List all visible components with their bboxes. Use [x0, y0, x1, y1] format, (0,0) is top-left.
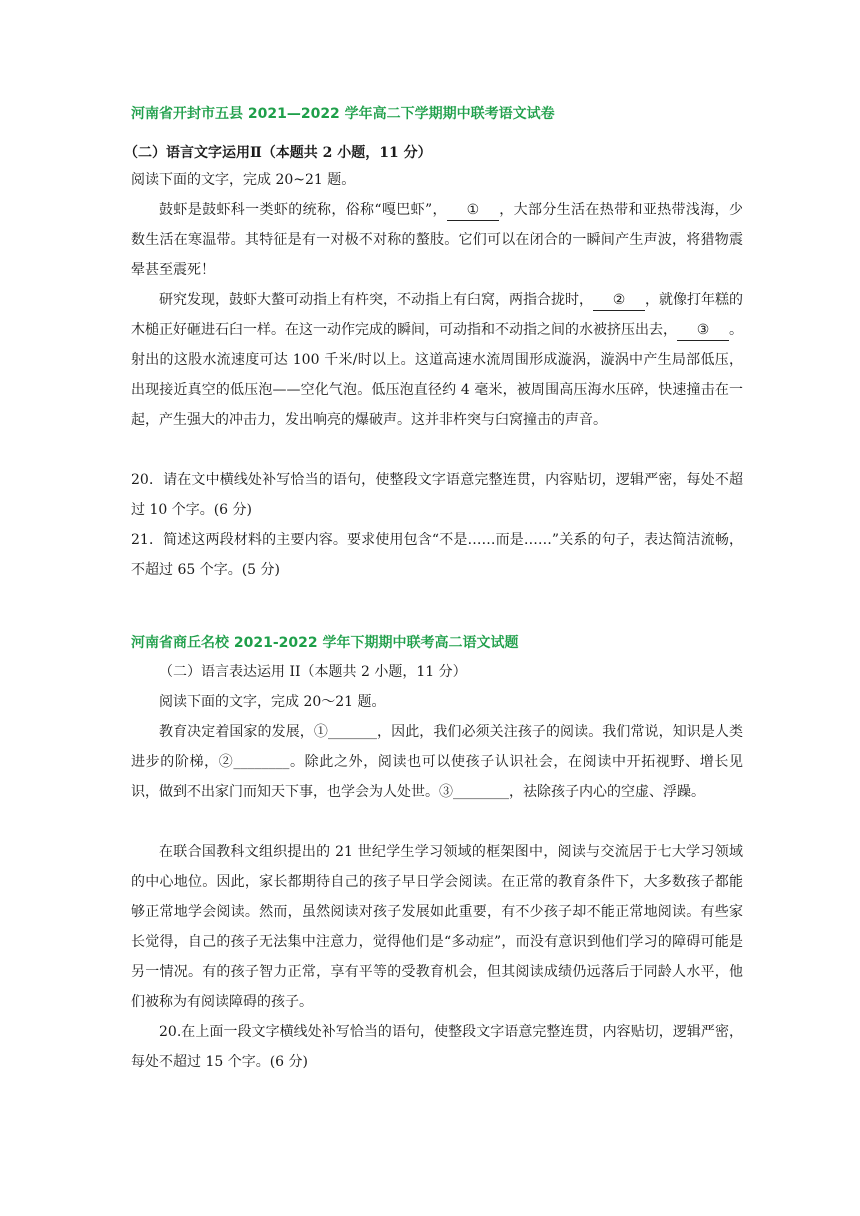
passage-text: 教育决定着国家的发展，① [159, 724, 328, 740]
question-21-a: 21．简述这两段材料的主要内容。要求使用包含“不是……而是……”关系的句子，表达简洁流畅，不超过 65 个字。(5 分) [131, 532, 743, 578]
passage-text: ，因此，我们必须关注孩子的阅读。我们常说，知识是人类进步的阶梯，② [131, 724, 744, 770]
passage-text: 。除此之外，阅读也可以使孩子认识社会，在阅读中开拓视野、增长见识，做到不出家门而知天下事，也学会为人处世。③ [131, 754, 743, 800]
instruction-2: 阅读下面的文字，完成 20～21 题。 [159, 694, 386, 710]
passage-text: ，就像打年糕的木槌正好砸进石臼一样。在这一动作完成的瞬间，可动指和不动指之间的水被挤压出去， [131, 292, 743, 338]
passage-paragraph-2 [131, 285, 743, 435]
answer-blank-6: ________ [453, 784, 509, 800]
passage-paragraph-4: 在联合国教科文组织提出的 21 世纪学生学习领域的框架图中，阅读与交流居于七大学习领域的中心地位。因此，家长都期待自己的孩子早日学会阅读。在正常的教育条件下，大多数孩子都能够正常地学会阅读。然而，虽然阅读对孩子发展如此重要，有不少孩子却不能正常地阅读。有些家长觉得，自己的孩子无法集中注意力，觉得他们是“多动症”，而没有意识到他们学习的障碍可能是另一情况。有的孩子智力正常，享有平等的受教育机会，但其阅读成绩仍远落后于同龄人水平，他们被称为有阅读障碍的孩子。 [131, 844, 743, 1010]
exam-title-1: 河南省开封市五县 2021—2022 学年高二下学期期中联考语文试卷 [131, 106, 555, 122]
section-heading-1: （二）语言文字运用Ⅱ（本题共 2 小题，11 分） [124, 145, 432, 161]
passage-text: ，大部分生活在热带和亚热带浅海，少数生活在寒温带。其特征是有一对极不对称的螯肢。它们可以在闭合的一瞬间产生声波，将猎物震晕甚至震死！ [131, 202, 743, 278]
section-heading-2: （二）语言表达运用 II（本题共 2 小题，11 分） [159, 664, 467, 680]
answer-blank-2: ② [593, 290, 645, 311]
passage-text: 鼓虾是鼓虾科一类虾的统称，俗称“嘎巴虾”， [159, 202, 447, 218]
passage-text: 研究发现，鼓虾大螯可动指上有杵突，不动指上有臼窝，两指合拢时， [159, 292, 593, 308]
answer-blank-1: ① [447, 200, 499, 221]
passage-paragraph-1 [131, 195, 743, 285]
instruction-1: 阅读下面的文字，完成 20~21 题。 [131, 172, 356, 188]
passage-paragraph-3 [131, 717, 743, 807]
answer-blank-5: ________ [233, 754, 290, 770]
answer-blank-3: ③ [677, 320, 729, 341]
exam-title-2: 河南省商丘名校 2021-2022 学年下期期中联考高二语文试题 [131, 635, 519, 651]
passage-text: 。射出的这股水流速度可达 100 千米/时以上。这道高速水流周围形成漩涡，漩涡中产生局部低压，出现接近真空的低压泡——空化气泡。低压泡直径约 4 毫米，被周围高压海水压碎，快速撞击在一起，产生强大的冲击力，发出响亮的爆破声。这并非杵突与臼窝撞击的声音。 [131, 322, 743, 428]
answer-blank-4: _______ [327, 724, 377, 740]
question-20-b: 20.在上面一段文字横线处补写恰当的语句，使整段文字语意完整连贯，内容贴切，逻辑严密，每处不超过 15 个字。(6 分) [131, 1024, 743, 1070]
question-20-a: 20．请在文中横线处补写恰当的语句，使整段文字语意完整连贯，内容贴切，逻辑严密，每处不超过 10 个字。(6 分) [131, 472, 743, 518]
passage-text: ，祛除孩子内心的空虚、浮躁。 [509, 784, 705, 800]
